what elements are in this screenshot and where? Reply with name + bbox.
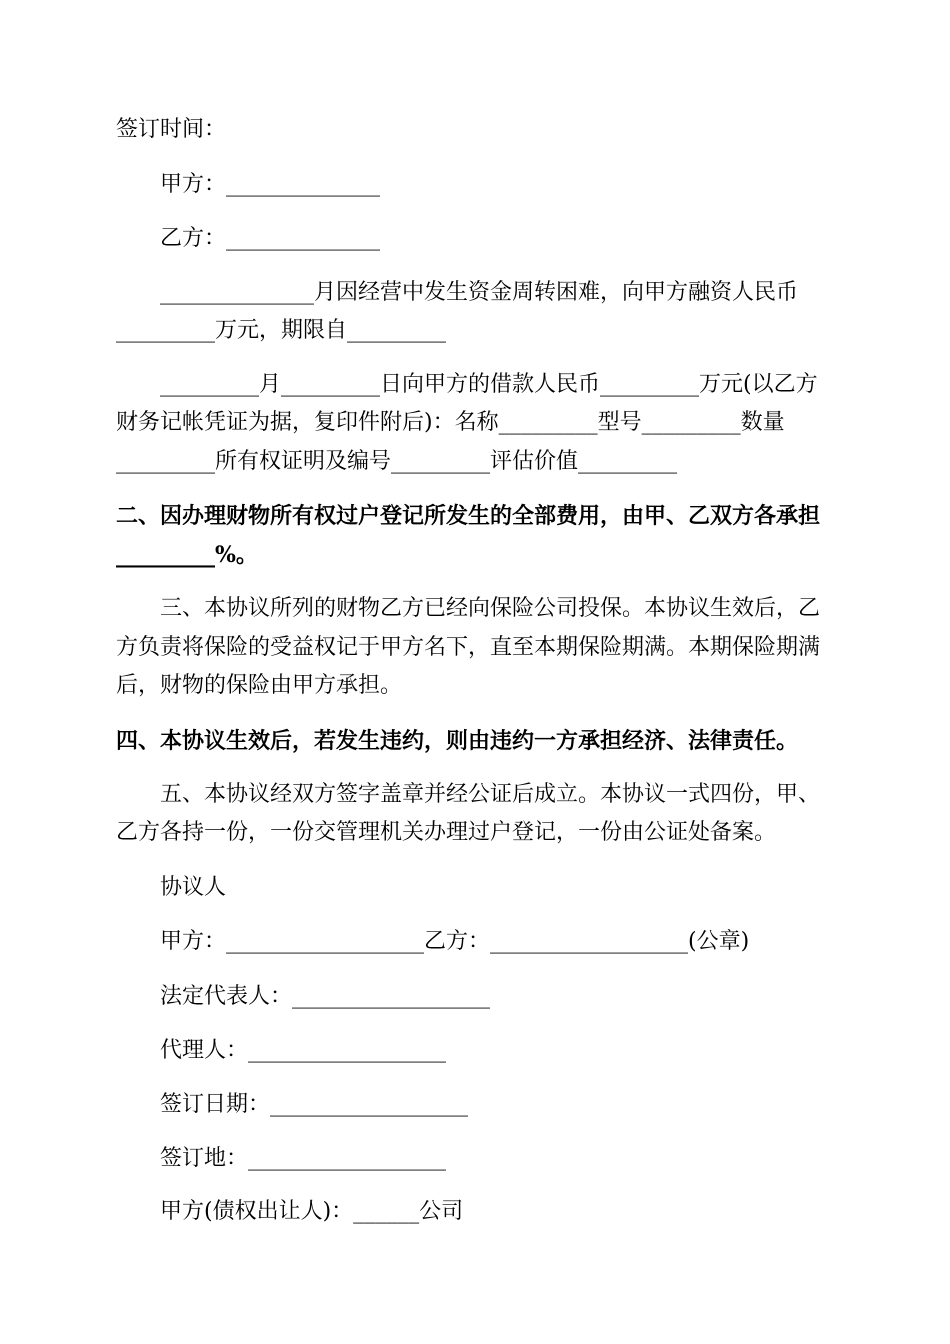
clause5-line1: 五、本协议经双方签字盖章并经公证后成立。本协议一式四份，甲、 — [160, 782, 821, 807]
clause2-line2: _________%。 — [116, 542, 258, 568]
clause1-line3: _________月_________日向甲方的借款人民币_________万元(以乙方 — [160, 372, 818, 397]
clause3-line2: 方负责将保险的受益权记于甲方名下，直至本期保险期满。本期保险期满 — [116, 635, 821, 660]
legal-representative-line: 法定代表人：__________________ — [160, 984, 491, 1009]
signatories-title: 协议人 — [160, 875, 227, 900]
sign-time-label: 签订时间： — [116, 117, 227, 142]
party-b-line: 乙方：______________ — [160, 226, 381, 251]
sign-place-line: 签订地：__________________ — [160, 1146, 447, 1171]
clause2-line1: 二、因办理财物所有权过户登记所发生的全部费用，由甲、乙双方各承担 — [116, 503, 821, 529]
clause5-line2: 乙方各持一份，一份交管理机关办理过户登记，一份由公证处备案。 — [116, 820, 777, 845]
party-a-line: 甲方：______________ — [160, 172, 381, 197]
clause1-line2: _________万元，期限自_________ — [116, 318, 447, 343]
clause1-line4: 财务记帐凭证为据，复印件附后)：名称_________型号_________数量 — [116, 410, 785, 435]
sign-date-line: 签订日期：__________________ — [160, 1092, 469, 1117]
clause4-line1: 四、本协议生效后，若发生违约，则由违约一方承担经济、法律责任。 — [116, 728, 799, 754]
agent-line: 代理人：__________________ — [160, 1038, 447, 1063]
clause3-line3: 后，财物的保险由甲方承担。 — [116, 673, 403, 698]
creditor-line: 甲方(债权出让人)：______公司 — [160, 1199, 464, 1224]
clause3-line1: 三、本协议所列的财物乙方已经向保险公司投保。本协议生效后，乙 — [160, 596, 821, 621]
parties-signature-line: 甲方：__________________乙方：__________________(公章) — [160, 929, 750, 954]
clause1-line5: _________所有权证明及编号_________评估价值_________ — [116, 449, 678, 474]
clause1-line1: ______________月因经营中发生资金周转困难，向甲方融资人民币 — [160, 280, 799, 305]
